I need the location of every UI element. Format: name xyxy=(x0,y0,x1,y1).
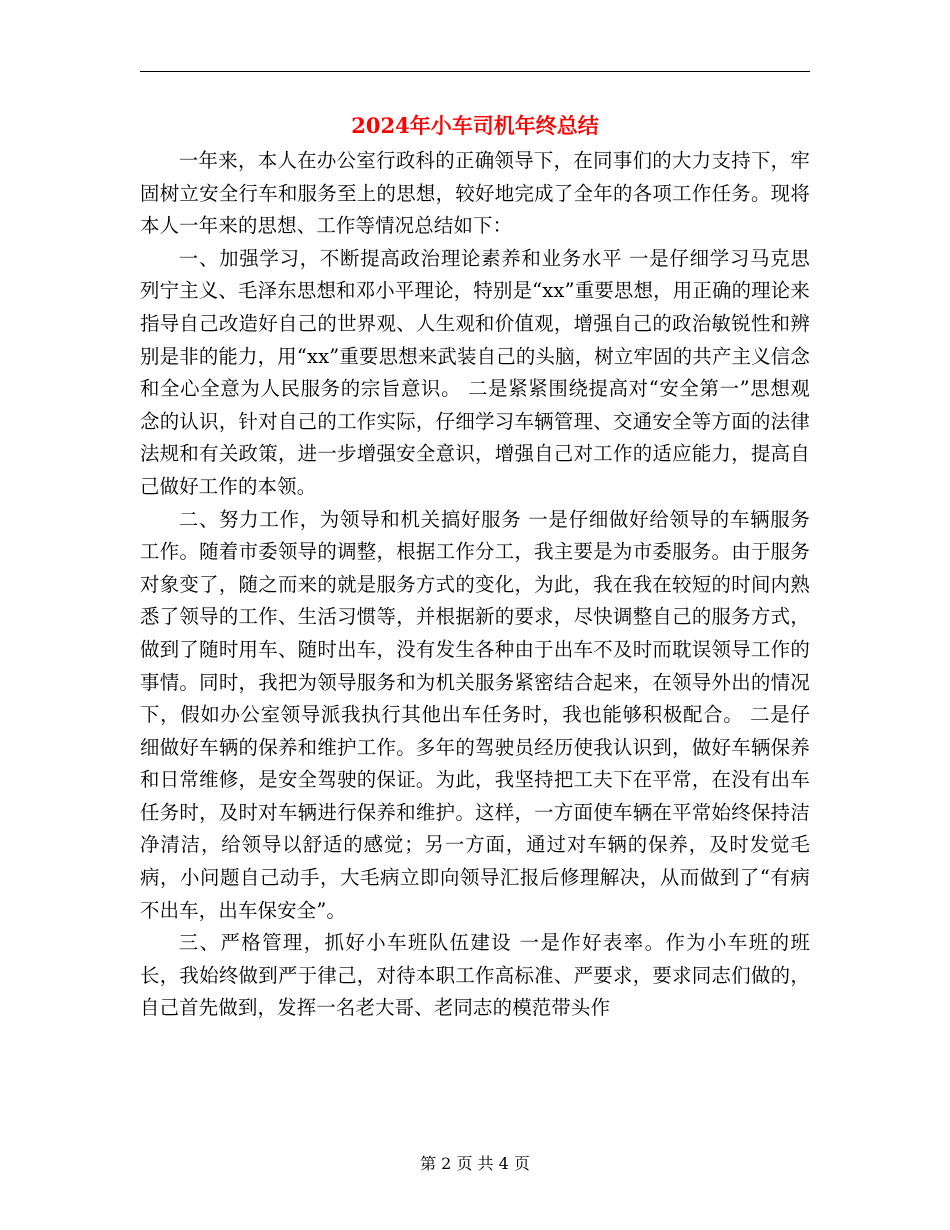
document-title: 2024年小车司机年终总结 xyxy=(351,113,599,138)
page-footer: 第 2 页 共 4 页 xyxy=(420,1154,530,1173)
paragraph-management: 三、严格管理，抓好小车班队伍建设 一是作好表率。作为小车班的班长，我始终做到严于律己，对待本职工作高标准、严要求，要求同志们做的，自己首先做到，发挥一名老大哥、老同志的模范带头作 xyxy=(140,931,810,1020)
header-rule xyxy=(140,71,810,72)
document-body xyxy=(140,145,810,1025)
paragraph-intro: 一年来，本人在办公室行政科的正确领导下，在同事们的大力支持下，牢固树立安全行车和服务至上的思想，较好地完成了全年的各项工作任务。现将本人一年来的思想、工作等情况总结如下： xyxy=(140,149,810,238)
paragraph-service: 二、努力工作，为领导和机关搞好服务 一是仔细做好给领导的车辆服务工作。随着市委领导的调整，根据工作分工，我主要是为市委服务。由于服务对象变了，随之而来的就是服务方式的变化，为此，我在我在较短的时间内熟悉了领导的工作、生活习惯等，并根据新的要求，尽快调整自己的服务方式，做到了随时用车、随时出车，没有发生各种由于出车不及时而耽误领导工作的事情。同时，我把为领导服务和为机关服务紧密结合起来，在领导外出的情况下，假如办公室领导派我执行其他出车任务时，我也能够积极配合。 二是仔细做好车辆的保养和维护工作。多年的驾驶员经历使我认识到，做好车辆保养和日常维修，是安全驾驶的保证。为此，我坚持把工夫下在平常，在没有出车任务时，及时对车辆进行保养和维护。这样，一方面使车辆在平常始终保持洁净清洁，给领导以舒适的感觉；另一方面，通过对车辆的保养，及时发觉毛病，小问题自己动手，大毛病立即向领导汇报后修理解决，从而做到了“有病不出车，出车保安全”。 xyxy=(140,507,810,922)
paragraph-study: 一、加强学习，不断提高政治理论素养和业务水平 一是仔细学习马克思列宁主义、毛泽东思想和邓小平理论，特别是“xx”重要思想，用正确的理论来指导自己改造好自己的世界观、人生观和价值观，增强自己的政治敏锐性和辨别是非的能力，用“xx”重要思想来武装自己的头脑，树立牢固的共产主义信念和全心全意为人民服务的宗旨意识。 二是紧紧围绕提高对“安全第一”思想观念的认识，针对自己的工作实际，仔细学习车辆管理、交通安全等方面的法律法规和有关政策，进一步增强安全意识，增强自己对工作的适应能力，提高自己做好工作的本领。 xyxy=(140,246,810,498)
